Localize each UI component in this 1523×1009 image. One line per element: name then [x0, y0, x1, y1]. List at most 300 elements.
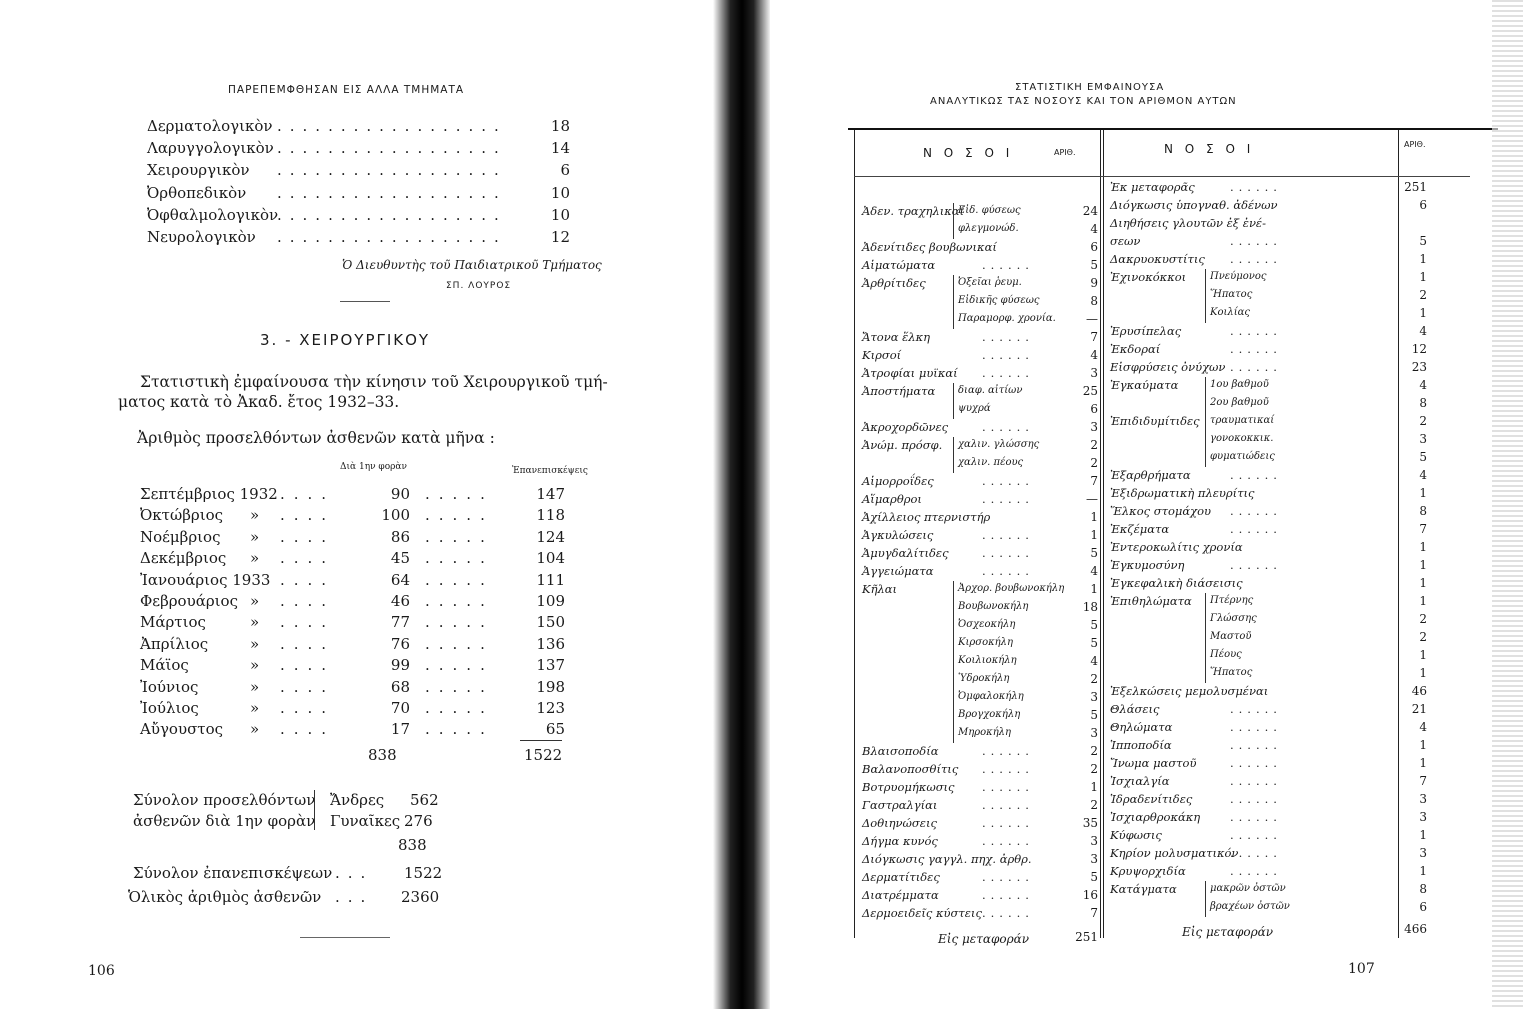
- first-visits: 70: [390, 699, 410, 717]
- total-first: 838: [368, 746, 397, 764]
- count-value: 1: [1419, 486, 1427, 500]
- count-value: 7: [1090, 330, 1098, 344]
- group-brace: [953, 725, 960, 743]
- page-number: 106: [88, 963, 115, 979]
- referral-label: Δερματολογικὸν: [147, 117, 273, 135]
- leader-dots: ......: [1230, 846, 1282, 860]
- disease-name: Ἐπιδιδυμίτιδες: [1110, 414, 1200, 428]
- month-name: Φεβρουάριος: [140, 592, 238, 610]
- col2-header: Ἐπανεπισκέψεις: [512, 466, 588, 476]
- group-brace: [953, 275, 960, 293]
- leader-dots: ......: [982, 420, 1034, 434]
- count-value: 3: [1419, 792, 1427, 806]
- count-value: 1: [1419, 540, 1427, 554]
- revisits: 198: [536, 677, 565, 696]
- leader-dots: ......: [982, 366, 1034, 380]
- disease-name: Ἀγκυλώσεις: [862, 528, 934, 542]
- count-value: 2: [1419, 414, 1427, 428]
- leader-dots: ..................: [277, 205, 507, 224]
- disease-subtype: Εἰδικῆς φύσεως: [958, 295, 1040, 306]
- count-value: 23: [1411, 360, 1427, 374]
- leader-dots: ..................: [277, 183, 507, 202]
- count-value: 5: [1419, 234, 1427, 248]
- total-rule: [520, 740, 562, 741]
- count-value: 4: [1090, 564, 1098, 578]
- disease-name: Δοθιηνώσεις: [862, 816, 937, 830]
- count-value: 1: [1419, 594, 1427, 608]
- disease-subtype: Κοιλίας: [1210, 307, 1251, 318]
- count-value: 6: [1419, 198, 1427, 212]
- count-value: 8: [1419, 396, 1427, 410]
- group-brace: [1205, 647, 1212, 665]
- leader-dots: .....: [425, 656, 494, 675]
- count-value: 5: [1090, 870, 1098, 884]
- referral-label: Νευρολογικὸν: [147, 228, 256, 246]
- disease-subtype: βραχέων ὀστῶν: [1210, 901, 1290, 912]
- count-value: —: [1086, 312, 1098, 326]
- revisits: 104: [536, 549, 565, 568]
- revisits: 123: [536, 699, 565, 717]
- disease-name: Ἐγκυμοσύνη: [1110, 558, 1185, 572]
- referral-row: [147, 139, 570, 161]
- count-value: 3: [1090, 420, 1098, 434]
- count-value: 4: [1419, 468, 1427, 482]
- disease-subtype: Μαστοῦ: [1210, 631, 1252, 642]
- leader-dots: ......: [982, 528, 1034, 542]
- referral-value: 10: [550, 183, 570, 202]
- count-value: 1: [1419, 306, 1427, 320]
- count-value: 2: [1090, 744, 1098, 758]
- count-value: 7: [1419, 774, 1427, 788]
- referral-value: 10: [550, 205, 570, 224]
- group-brace: [953, 437, 960, 455]
- page-number: 107: [1348, 961, 1375, 977]
- disease-subtype: μακρῶν ὀστῶν: [1210, 883, 1286, 894]
- disease-subtype: Ἀρχορ. βουβωνοκήλη: [958, 583, 1065, 594]
- group-brace: [1205, 269, 1212, 287]
- count-value: 8: [1419, 882, 1427, 896]
- group-brace: [1205, 305, 1212, 323]
- leader-dots: ......: [982, 258, 1034, 272]
- group-brace: [1205, 431, 1212, 449]
- count-value: 2: [1090, 798, 1098, 812]
- group-brace: [953, 221, 960, 239]
- count-value: 3: [1090, 852, 1098, 866]
- group-brace: [953, 383, 960, 401]
- men-value: 562: [410, 791, 439, 809]
- count-value: 5: [1090, 708, 1098, 722]
- disease-name: Ἰσχιαρθροκάκη: [1110, 810, 1201, 824]
- leader-dots: ....: [280, 506, 336, 525]
- right-carry-value: 466: [1404, 922, 1427, 936]
- leader-dots: ......: [982, 474, 1034, 488]
- disease-subtype: Ἥπατος: [1210, 289, 1253, 300]
- disease-name: Ἐγκαύματα: [1110, 378, 1179, 392]
- group-brace: [1205, 881, 1212, 899]
- month-name: Ἰούνιος: [140, 677, 199, 696]
- header-number-2: ΑΡΙΘ.: [1404, 140, 1426, 149]
- count-value: 2: [1090, 762, 1098, 776]
- header-number-1: ΑΡΙΘ.: [1054, 148, 1076, 157]
- disease-subtype: Βρογχοκήλη: [958, 709, 1021, 720]
- left-page: [0, 0, 728, 1009]
- referral-label: Ὀφθαλμολογικὸν: [147, 205, 279, 224]
- leader-dots: .....: [425, 677, 494, 696]
- leader-dots: ......: [982, 816, 1034, 830]
- leader-dots: ......: [982, 744, 1034, 758]
- revisits-dots: ...: [335, 864, 374, 882]
- disease-name: Ἐχινοκόκκοι: [1110, 270, 1187, 284]
- disease-name: Βαλανοποσθίτις: [862, 762, 959, 776]
- signature-name: ΣΠ. ΛΟΥΡΟΣ: [446, 281, 512, 291]
- intro-line-1: Στατιστικὴ ἐμφαίνουσα τὴν κίνησιν τοῦ Χειρουργικοῦ τμή-: [140, 373, 608, 391]
- leader-dots: ....: [280, 613, 336, 632]
- month-row: [140, 549, 570, 570]
- count-value: 1: [1419, 270, 1427, 284]
- revisits-label: Σύνολον ἐπανεπισκέψεων: [133, 864, 333, 882]
- leader-dots: ......: [982, 492, 1034, 506]
- disease-name: Κῆλαι: [862, 582, 898, 596]
- count-value: 35: [1082, 816, 1098, 830]
- count-value: 1: [1419, 756, 1427, 770]
- referral-value: 18: [550, 117, 570, 135]
- section-title: 3. - ΧΕΙΡΟΥΡΓΙΚΟΥ: [260, 331, 431, 349]
- first-visits: 68: [390, 677, 410, 696]
- leader-dots: ......: [982, 888, 1034, 902]
- count-value: 1: [1419, 558, 1427, 572]
- group-brace: [1205, 899, 1212, 917]
- leader-dots: ......: [1230, 864, 1282, 878]
- disease-name: Ἐκδοραί: [1110, 342, 1161, 356]
- disease-name: Ἀνώμ. πρόσφ.: [862, 438, 943, 452]
- subheading: Ἀριθμὸς προσελθόντων ἀσθενῶν κατὰ μῆνα :: [137, 429, 495, 447]
- header-diseases-2: Ν Ο Σ Ο Ι: [1164, 142, 1255, 156]
- first-visits: 90: [390, 485, 410, 503]
- count-value: 1: [1419, 864, 1427, 878]
- intro-line-2: ματος κατὰ τὸ Ἀκαδ. ἔτος 1932–33.: [118, 393, 400, 411]
- disease-subtype: Πτέρνης: [1210, 595, 1254, 606]
- leader-dots: ....: [280, 677, 336, 696]
- leader-dots: .....: [425, 634, 494, 653]
- group-brace: [953, 455, 960, 473]
- group-brace: [1205, 377, 1212, 395]
- disease-name: Δερμοειδεῖς κύστεις: [862, 906, 982, 920]
- women-value: 276: [404, 812, 433, 830]
- count-value: 6: [1090, 402, 1098, 416]
- month-row: [140, 635, 570, 656]
- leader-dots: ......: [1230, 360, 1282, 374]
- disease-subtype: Ὀξεῖαι ῥευμ.: [958, 277, 1022, 288]
- diseases-table: [848, 128, 1498, 945]
- count-value: 1: [1419, 738, 1427, 752]
- count-value: 16: [1082, 888, 1098, 902]
- leader-dots: .....: [425, 592, 494, 610]
- signature-title: Ὁ Διευθυντὴς τοῦ Παιδιατρικοῦ Τμήματος: [342, 258, 602, 272]
- referrals-heading: ΠΑΡΕΠΕΜΦΘΗΣΑΝ ΕΙΣ ΑΛΛΑ ΤΜΗΜΑΤΑ: [228, 84, 465, 96]
- col-separator-1: [1100, 130, 1101, 938]
- count-value: 2: [1090, 456, 1098, 470]
- leader-dots: ....: [280, 699, 336, 717]
- count-value: 1: [1419, 252, 1427, 266]
- referral-label: Χειρουργικὸν: [147, 161, 250, 180]
- month-row: [140, 571, 570, 592]
- disease-name: Ἕλκος στομάχου: [1110, 504, 1212, 518]
- disease-subtype: Κιρσοκήλη: [958, 637, 1013, 648]
- month-name: Δεκέμβριος: [140, 549, 227, 568]
- revisits: 109: [536, 592, 565, 610]
- left-carry-label: Εἰς μεταφοράν: [938, 932, 1030, 946]
- disease-subtype: Κοιλιοκήλη: [958, 655, 1017, 666]
- leader-dots: ....: [280, 592, 336, 610]
- group-brace: [953, 671, 960, 689]
- disease-name: Ἀκροχορδῶνες: [862, 420, 949, 434]
- ditto-mark: »: [250, 613, 260, 632]
- disease-name: Δερματίτιδες: [862, 870, 940, 884]
- group-brace: [953, 653, 960, 671]
- count-value: 8: [1090, 294, 1098, 308]
- leader-dots: ......: [1230, 180, 1282, 194]
- count-value: 1: [1090, 582, 1098, 596]
- col-separator-2: [1398, 130, 1399, 938]
- end-divider: [300, 937, 390, 938]
- first-visits: 17: [390, 720, 410, 739]
- month-name: Μάρτιος: [140, 613, 206, 632]
- disease-name: Εἰσφρύσεις ὀνύχων: [1110, 360, 1226, 374]
- disease-name: Διατρέμματα: [862, 888, 939, 902]
- month-row: [140, 613, 570, 634]
- disease-subtype: Γλώσσης: [1210, 613, 1257, 624]
- disease-name: σεων: [1110, 234, 1141, 248]
- leader-dots: ......: [982, 348, 1034, 362]
- right-carry-label: Εἰς μεταφοράν: [1182, 925, 1274, 939]
- disease-name: Ἐξιδρωματικὴ πλευρίτις: [1110, 486, 1255, 500]
- group-brace: [1205, 593, 1212, 611]
- month-row: [140, 720, 570, 741]
- group-brace: [1205, 449, 1212, 467]
- disease-name: Δήγμα κυνός: [862, 834, 938, 848]
- count-value: 4: [1090, 654, 1098, 668]
- ditto-mark: »: [250, 656, 260, 675]
- disease-subtype: Πέους: [1210, 649, 1242, 660]
- ditto-mark: »: [250, 677, 260, 696]
- men-label: Ἄνδρες: [330, 791, 385, 809]
- referral-value: 14: [550, 139, 570, 158]
- count-value: 2: [1419, 630, 1427, 644]
- ditto-mark: »: [250, 506, 260, 525]
- ditto-mark: »: [250, 527, 260, 546]
- disease-subtype: Ὀσχεοκήλη: [958, 619, 1016, 630]
- disease-subtype: χαλιν. γλώσσης: [958, 439, 1040, 450]
- disease-subtype: τραυματικαί: [1210, 415, 1275, 426]
- leader-dots: ......: [1230, 522, 1282, 536]
- group-brace: [953, 293, 960, 311]
- leader-dots: ......: [1230, 558, 1282, 572]
- disease-subtype: ψυχρά: [958, 403, 991, 414]
- count-value: 4: [1419, 378, 1427, 392]
- disease-name: Ἐντεροκωλίτις χρονία: [1110, 540, 1243, 554]
- revisits: 118: [536, 506, 565, 525]
- disease-name: Ἴνωμα μαστοῦ: [1110, 756, 1197, 770]
- count-value: 2: [1419, 612, 1427, 626]
- disease-name: Ἀχίλλειος πτερνιστήρ: [862, 510, 991, 524]
- leader-dots: ....: [280, 634, 336, 653]
- group-brace: [953, 581, 960, 599]
- group-brace: [1205, 629, 1212, 647]
- group-brace: [1205, 611, 1212, 629]
- disease-subtype: φυματιώδεις: [1210, 451, 1275, 462]
- count-value: 4: [1090, 222, 1098, 236]
- leader-dots: ......: [1230, 828, 1282, 842]
- count-value: 4: [1419, 324, 1427, 338]
- disease-name: Ἐκ μεταφορᾶς: [1110, 180, 1195, 194]
- leader-dots: ......: [1230, 504, 1282, 518]
- count-value: 5: [1090, 258, 1098, 272]
- revisits: 137: [536, 656, 565, 675]
- count-value: 46: [1411, 684, 1427, 698]
- count-value: 1: [1090, 780, 1098, 794]
- count-value: 1: [1419, 576, 1427, 590]
- leader-dots: ......: [982, 546, 1034, 560]
- disease-subtype: 2ου βαθμοῦ: [1210, 397, 1269, 408]
- disease-name: Ἱπποποδία: [1110, 738, 1172, 752]
- group-brace: [953, 203, 960, 221]
- right-page: [770, 0, 1523, 1009]
- group-brace: [953, 707, 960, 725]
- count-value: —: [1086, 492, 1098, 506]
- count-value: 1: [1419, 828, 1427, 842]
- disease-name: Γαστραλγίαι: [862, 798, 938, 812]
- referral-row: [147, 117, 570, 139]
- group-brace: [1205, 395, 1212, 413]
- disease-name: Κρυψορχιδία: [1110, 864, 1186, 878]
- table-title-1: ΣΤΑΤΙΣΤΙΚΗ ΕΜΦΑΙΝΟΥΣΑ: [1015, 82, 1165, 93]
- leader-dots: ....: [280, 720, 336, 739]
- summary-label-1: Σύνολον προσελθόντων: [133, 791, 316, 809]
- month-row: [140, 699, 570, 720]
- ditto-mark: »: [250, 549, 260, 568]
- month-row: [140, 678, 570, 699]
- count-value: 251: [1404, 180, 1427, 194]
- disease-subtype: γονοκοκκικ.: [1210, 433, 1274, 444]
- leader-dots: ......: [1230, 252, 1282, 266]
- month-name: Μάϊος: [140, 656, 189, 675]
- count-value: 21: [1411, 702, 1427, 716]
- leader-dots: ......: [1230, 792, 1282, 806]
- disease-name: Ἀδενίτιδες βουβωνικαί: [862, 240, 997, 254]
- count-value: 3: [1090, 366, 1098, 380]
- revisits: 150: [536, 613, 565, 632]
- count-value: 6: [1419, 900, 1427, 914]
- group-brace: [953, 599, 960, 617]
- leader-dots: .....: [425, 506, 494, 525]
- count-value: 9: [1090, 276, 1098, 290]
- referral-row: [147, 228, 570, 250]
- disease-name: Ἐξαρθρήματα: [1110, 468, 1191, 482]
- first-visits: 99: [390, 656, 410, 675]
- count-value: 24: [1082, 204, 1098, 218]
- leader-dots: ..................: [277, 117, 507, 135]
- count-value: 1: [1419, 666, 1427, 680]
- group-brace: [953, 689, 960, 707]
- revisits: 124: [536, 527, 565, 546]
- referral-label: Λαρυγγολογικὸν: [147, 139, 274, 158]
- leader-dots: ......: [982, 798, 1034, 812]
- leader-dots: .....: [425, 570, 494, 589]
- overall-label: Ὁλικὸς ἀριθμὸς ἀσθενῶν: [128, 888, 322, 906]
- revisits: 65: [545, 720, 565, 739]
- women-label: Γυναῖκες: [330, 812, 401, 830]
- leader-dots: ......: [982, 330, 1034, 344]
- month-name: Ὀκτώβριος: [140, 506, 224, 525]
- disease-subtype: Μηροκήλη: [958, 727, 1012, 738]
- referral-value: 6: [560, 161, 570, 180]
- overall-dots: ...: [335, 888, 374, 906]
- disease-name: Αἵμαρθροι: [862, 492, 922, 506]
- leader-dots: ....: [280, 549, 336, 568]
- disease-name: Κατάγματα: [1110, 882, 1177, 896]
- group-brace: [953, 635, 960, 653]
- leader-dots: ......: [1230, 720, 1282, 734]
- count-value: 3: [1090, 690, 1098, 704]
- leader-dots: .....: [425, 613, 494, 632]
- count-value: 1: [1090, 528, 1098, 542]
- table-border-left: [854, 130, 855, 938]
- disease-name: Βλαισοποδία: [862, 744, 939, 758]
- month-row: [140, 485, 570, 506]
- table-title-2: ΑΝΑΛΥΤΙΚΩΣ ΤΑΣ ΝΟΣΟΥΣ ΚΑΙ ΤΟΝ ΑΡΙΘΜΟΝ ΑΥΤΩΝ: [930, 96, 1237, 107]
- leader-dots: ......: [982, 906, 1034, 920]
- leader-dots: ....: [280, 570, 336, 589]
- disease-name: Αἱμορροΐδες: [862, 474, 934, 488]
- disease-name: Διόγκωσις ὑπογναθ. ἀδένων: [1110, 198, 1278, 212]
- leader-dots: ......: [982, 564, 1034, 578]
- count-value: 4: [1419, 720, 1427, 734]
- ditto-mark: »: [250, 720, 260, 739]
- leader-dots: ....: [280, 656, 336, 675]
- count-value: 6: [1090, 240, 1098, 254]
- count-value: 8: [1419, 504, 1427, 518]
- disease-subtype: Ὑδροκήλη: [958, 673, 1010, 684]
- leader-dots: ....: [280, 527, 336, 546]
- overall-value: 2360: [401, 888, 440, 906]
- leader-dots: ......: [982, 834, 1034, 848]
- disease-subtype: Ὀμφαλοκήλη: [958, 691, 1024, 702]
- first-visits: 76: [390, 634, 410, 653]
- leader-dots: ......: [1230, 756, 1282, 770]
- ditto-mark: »: [250, 634, 260, 653]
- leader-dots: ......: [1230, 810, 1282, 824]
- first-visits: 64: [390, 570, 410, 589]
- count-value: 7: [1419, 522, 1427, 536]
- revisits: 111: [536, 570, 565, 589]
- month-row: [140, 592, 570, 613]
- disease-name: Ἀτροφίαι μυϊκαί: [862, 366, 958, 380]
- first-visits: 77: [390, 613, 410, 632]
- referral-label: Ὀρθοπεδικὸν: [147, 183, 247, 202]
- count-value: 18: [1082, 600, 1098, 614]
- leader-dots: ..................: [277, 228, 507, 246]
- count-value: 25: [1082, 384, 1098, 398]
- book-gutter: [713, 0, 771, 1009]
- count-value: 3: [1090, 726, 1098, 740]
- disease-subtype: φλεγμονώδ.: [958, 223, 1019, 234]
- count-value: 3: [1419, 810, 1427, 824]
- disease-name: Ἐπιθηλώματα: [1110, 594, 1192, 608]
- summary-bracket: [314, 790, 315, 830]
- total-revisits: 1522: [524, 746, 563, 764]
- disease-name: Ἀποστήματα: [862, 384, 936, 398]
- disease-name: Ἐκζέματα: [1110, 522, 1170, 536]
